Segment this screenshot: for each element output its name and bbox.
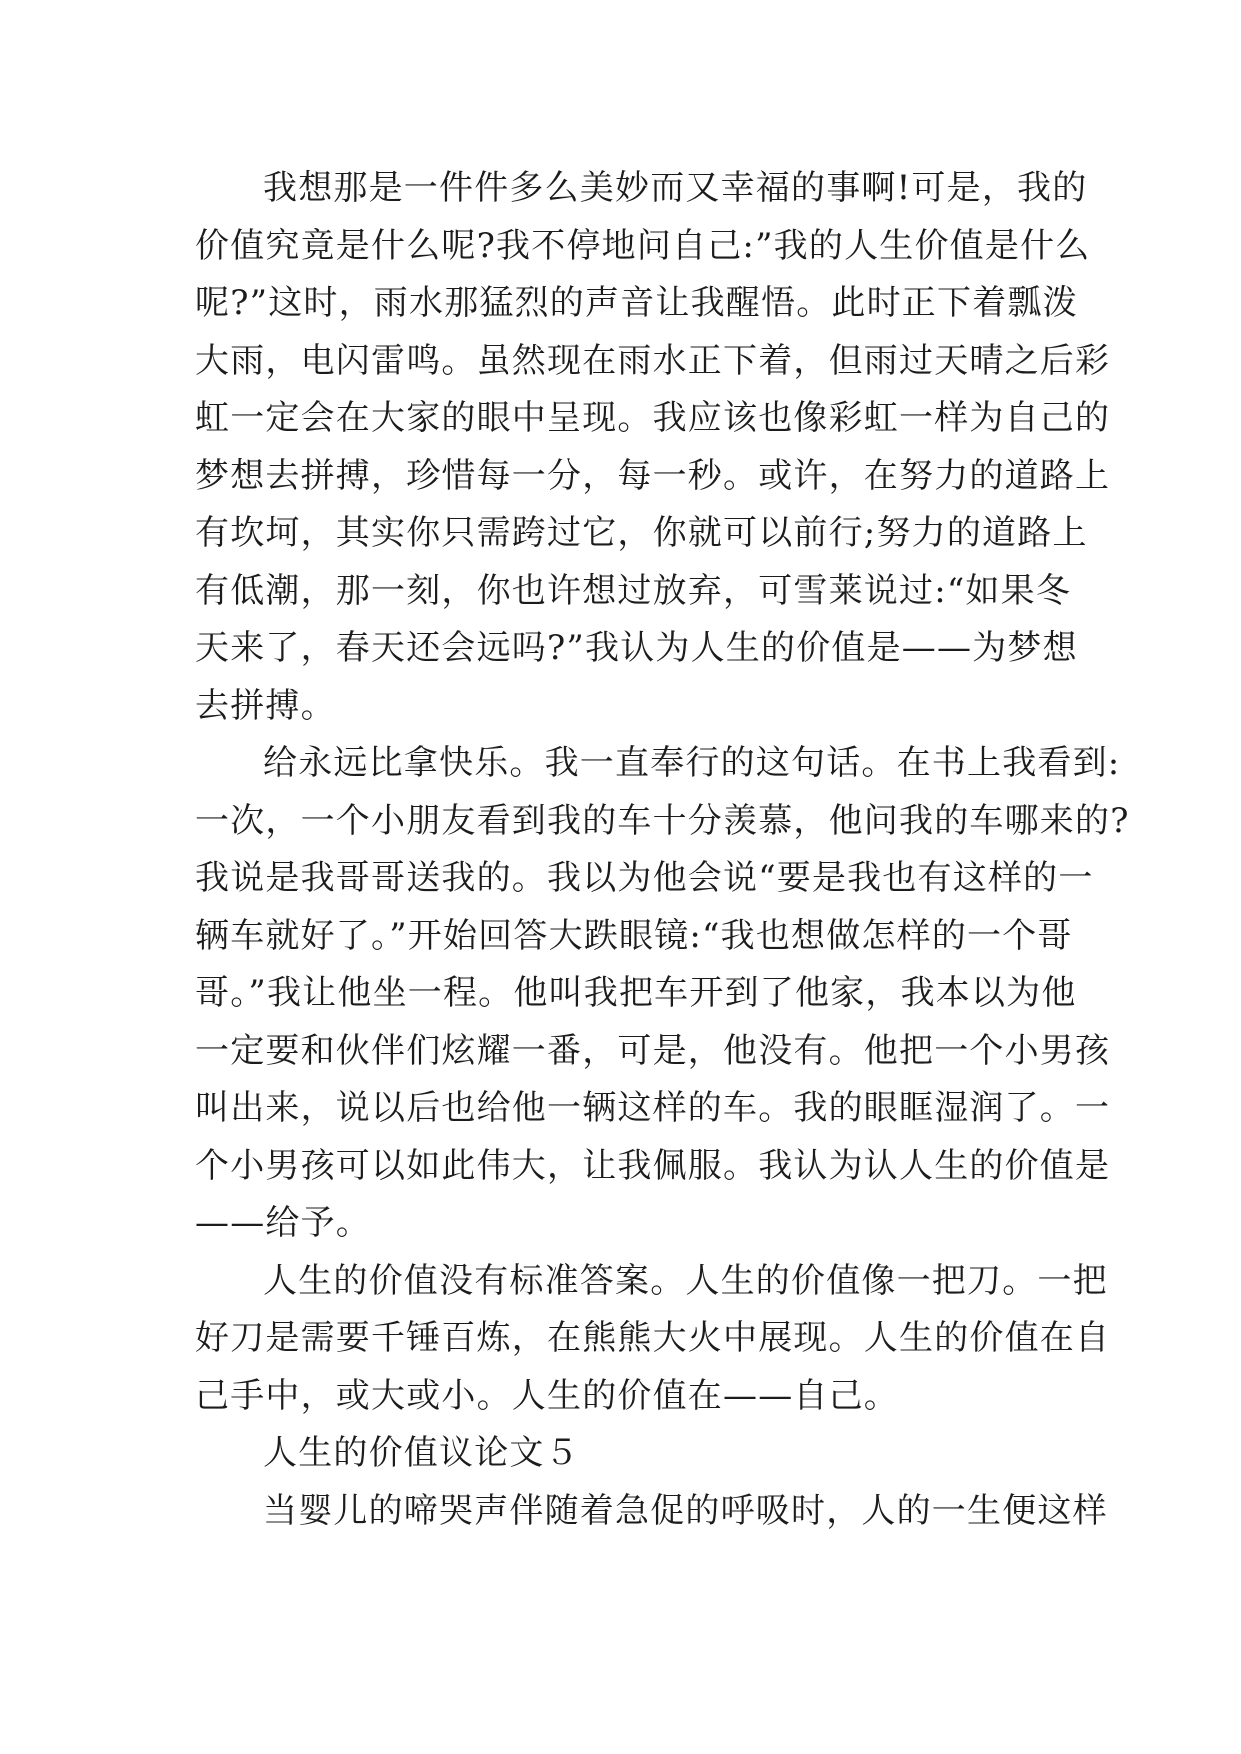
- text-line: ——给予。: [195, 1203, 371, 1243]
- text-line: 当婴儿的啼哭声伴随着急促的呼吸时，人的一生便这样: [263, 1490, 1108, 1531]
- paragraph: [195, 1483, 1108, 1541]
- text-line: 我说是我哥哥送我的。我以为他会说“要是我也有这样的一: [195, 858, 1094, 898]
- text-line: 哥。”我让他坐一程。他叫我把车开到了他家，我本以为他: [195, 973, 1077, 1013]
- text-line: 呢?”这时，雨水那猛烈的声音让我醒悟。此时正下着瓢泼: [195, 283, 1078, 323]
- text-line: 一次，一个小朋友看到我的车十分羡慕，他问我的车哪来的?: [195, 800, 1130, 841]
- paragraph: [195, 735, 1130, 1253]
- text-line: 天来了，春天还会远吗?”我认为人生的价值是——为梦想: [195, 628, 1078, 668]
- text-line: 我想那是一件件多么美妙而又幸福的事啊!可是，我的: [263, 168, 1088, 208]
- text-line: 去拼搏。: [195, 685, 336, 726]
- section-heading: 人生的价值议论文５: [263, 1433, 580, 1473]
- text-line: 个小男孩可以如此伟大，让我佩服。我认为认人生的价值是: [195, 1145, 1111, 1186]
- text-line: 虹一定会在大家的眼中呈现。我应该也像彩虹一样为自己的: [195, 398, 1111, 438]
- text-line: 有低潮，那一刻，你也许想过放弃，可雪莱说过:“如果冬: [195, 570, 1072, 611]
- text-line: 有坎坷，其实你只需跨过它，你就可以前行;努力的道路上: [195, 513, 1088, 553]
- text-line: 辆车就好了。”开始回答大跌眼镜:“我也想做怎样的一个哥: [195, 915, 1073, 956]
- text-line: 一定要和伙伴们炫耀一番，可是，他没有。他把一个小男孩: [195, 1030, 1111, 1071]
- text-line: 大雨，电闪雷鸣。虽然现在雨水正下着，但雨过天晴之后彩: [195, 340, 1111, 381]
- text-line: 价值究竟是什么呢?我不停地问自己:”我的人生价值是什么: [195, 225, 1091, 266]
- paragraph: [195, 160, 1111, 735]
- text-line: 好刀是需要千锤百炼，在熊熊大火中展现。人生的价值在自: [195, 1318, 1111, 1358]
- paragraph: [195, 1253, 1111, 1426]
- text-line: 叫出来，说以后也给他一辆这样的车。我的眼眶湿润了。一: [195, 1088, 1111, 1128]
- document-body: [195, 160, 1130, 1540]
- text-line: 人生的价值没有标准答案。人生的价值像一把刀。一把: [263, 1260, 1108, 1301]
- text-line: 给永远比拿快乐。我一直奉行的这句话。在书上我看到:: [263, 743, 1121, 783]
- text-line: 己手中，或大或小。人生的价值在——自己。: [195, 1375, 899, 1416]
- text-line: 梦想去拼搏，珍惜每一分，每一秒。或许，在努力的道路上: [195, 455, 1111, 496]
